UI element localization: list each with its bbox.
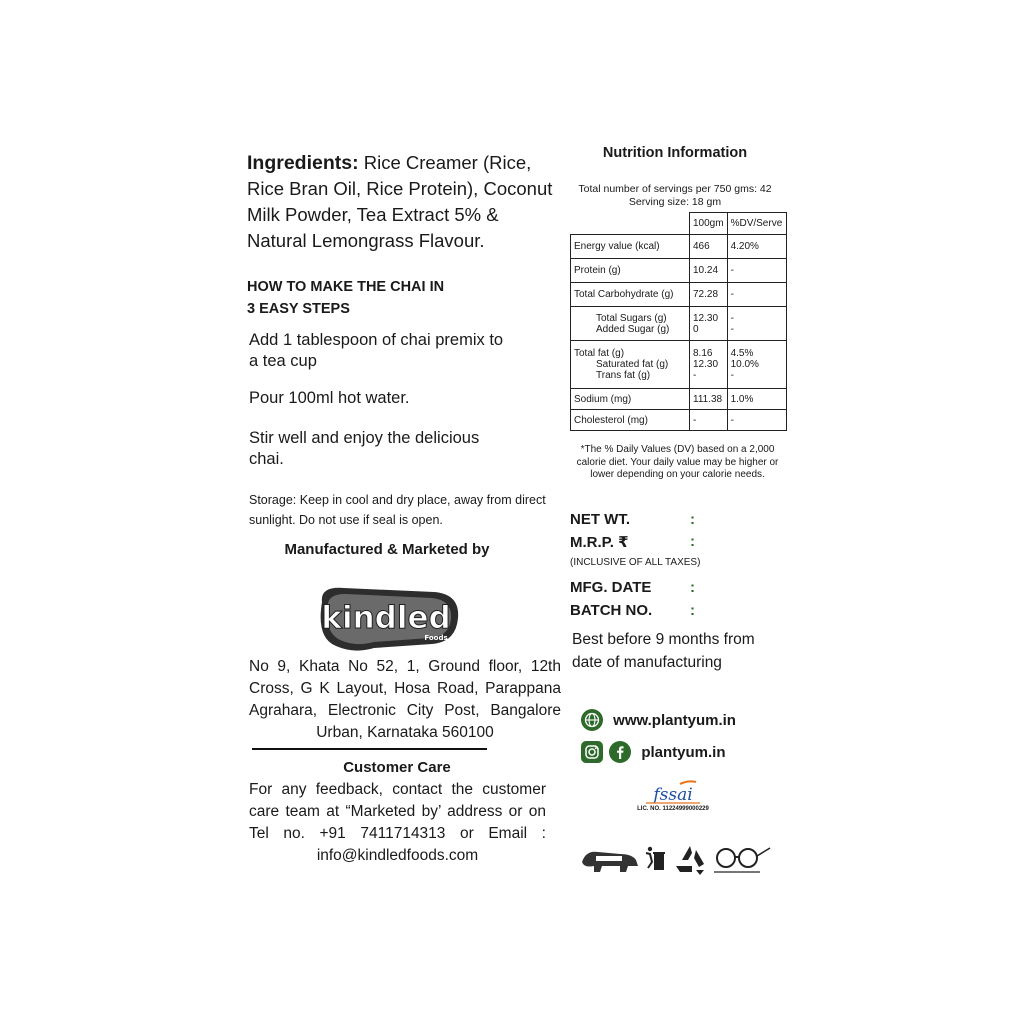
row-dv: - (730, 370, 734, 381)
social-handle[interactable]: plantyum.in (641, 743, 726, 761)
colon: : (690, 579, 695, 596)
website-link[interactable]: www.plantyum.in (613, 711, 736, 729)
ingredients-text: Rice Creamer (Rice, Rice Bran Oil, Rice Protein), Coconut Milk Powder, Tea Extract 5% & Natural Lemongrass Flavour. (247, 152, 553, 251)
table-row (571, 410, 787, 431)
table-row (571, 235, 787, 259)
batch-no-field (570, 602, 700, 619)
batch-no-label: BATCH NO. (570, 602, 653, 619)
kindled-logo-graphic (314, 582, 464, 656)
dv-footnote: *The % Daily Values (DV) based on a 2,000 calorie diet. Your daily value may be higher or lower depending on your calorie needs. (576, 444, 779, 480)
row-dv: 10.0% (730, 359, 759, 370)
row-label: Added Sugar (g) (596, 323, 670, 335)
swachh-bharat-icon (714, 848, 770, 873)
logo-sub: Foods (424, 634, 448, 642)
row-value: 8.16 (693, 348, 713, 359)
row-dv: 4.5% (730, 348, 754, 359)
facebook-icon[interactable] (609, 741, 631, 763)
howto-heading (247, 276, 507, 320)
row-dv: 1.0% (727, 389, 786, 410)
row-value: 12.30 (693, 312, 719, 324)
recycle-icon (676, 846, 704, 875)
servings-info (570, 183, 780, 209)
table-row (571, 341, 787, 389)
row-dv: - (727, 283, 786, 307)
table-row (571, 389, 787, 410)
mfg-date-field (570, 579, 700, 596)
row-value: 12.30 (693, 359, 719, 370)
customer-care-text: For any feedback, contact the customer care team at “Marketed by’ address or on Tel no. +91 7411714313 or Email : info@kindledfoods.com (249, 781, 546, 864)
compliance-icons (580, 840, 780, 880)
ingredients-heading: Ingredients: (247, 152, 359, 174)
step-3: Stir well and enjoy the delicious chai. (249, 429, 480, 468)
row-label: Trans fat (g) (596, 370, 651, 381)
table-row (571, 213, 787, 235)
row-dv: - (730, 312, 734, 324)
howto-heading-line1: HOW TO MAKE THE CHAI IN (247, 279, 445, 295)
fssai-wordmark: fssai (653, 785, 693, 805)
table-row (571, 259, 787, 283)
make-in-india-lion-icon (582, 852, 638, 872)
divider (252, 748, 487, 750)
row-value: 10.24 (690, 259, 728, 283)
table-row (571, 307, 787, 341)
row-label: Energy value (kcal) (571, 235, 690, 259)
instagram-icon[interactable] (581, 741, 603, 763)
col-header-100gm: 100gm (690, 213, 728, 235)
mrp-label: M.R.P. ₹ (570, 534, 629, 551)
inclusive-taxes-note: (INCLUSIVE OF ALL TAXES) (570, 557, 701, 568)
mfg-date-label: MFG. DATE (570, 579, 652, 596)
nutrition-title: Nutrition Information (602, 145, 748, 161)
net-weight-label: NET WT. (570, 511, 630, 528)
row-label: Total fat (g) (574, 348, 625, 359)
nutrition-table (570, 212, 787, 431)
manufactured-heading: Manufactured & Marketed by (284, 541, 490, 558)
net-weight-field (570, 511, 700, 528)
colon: : (690, 602, 695, 619)
row-label: Total Sugars (g) (596, 312, 667, 324)
row-value: - (690, 410, 728, 431)
col-header-dv: %DV/Serve (727, 213, 786, 235)
row-label: Cholesterol (mg) (571, 410, 690, 431)
mrp-field (570, 533, 700, 551)
row-value: 72.28 (690, 283, 728, 307)
row-label: Total Carbohydrate (g) (571, 283, 690, 307)
kindled-logo (314, 582, 464, 656)
storage-note: Storage: Keep in cool and dry place, away from direct sunlight. Do not use if seal is open. (249, 493, 546, 527)
table-row (571, 283, 787, 307)
license-number: LIC. NO. 11224999000229 (637, 806, 709, 812)
howto-heading-line2: 3 EASY STEPS (247, 301, 350, 317)
servings-count: Total number of servings per 750 gms: 42 (578, 183, 772, 195)
website-row (581, 709, 736, 731)
customer-care-heading: Customer Care (343, 759, 451, 776)
row-value: 466 (690, 235, 728, 259)
row-dv: - (727, 410, 786, 431)
globe-icon (581, 709, 603, 731)
logo-wordmark: kindled (321, 600, 451, 636)
row-value: 111.38 (690, 389, 728, 410)
row-dv: - (730, 323, 734, 335)
address: No 9, Khata No 52, 1, Ground floor, 12th Cross, G K Layout, Hosa Road, Parappana Agrahara, Electronic City Post, Bangalore Urban, Karnataka 560100 (249, 658, 561, 741)
social-row (581, 741, 726, 763)
dustbin-icon (646, 847, 665, 870)
colon: : (690, 511, 695, 528)
row-label: Sodium (mg) (571, 389, 690, 410)
row-value: 0 (693, 323, 699, 335)
step-2: Pour 100ml hot water. (249, 389, 410, 407)
row-value: - (693, 370, 697, 381)
row-label: Saturated fat (g) (596, 359, 669, 370)
best-before: Best before 9 months from date of manufacturing (572, 631, 755, 671)
serving-size: Serving size: 18 gm (628, 196, 722, 208)
colon: : (690, 533, 695, 550)
row-dv: - (727, 259, 786, 283)
row-label: Protein (g) (571, 259, 690, 283)
row-dv: 4.20% (727, 235, 786, 259)
step-1: Add 1 tablespoon of chai premix to a tea cup (249, 331, 504, 370)
ingredients-block (247, 150, 557, 254)
